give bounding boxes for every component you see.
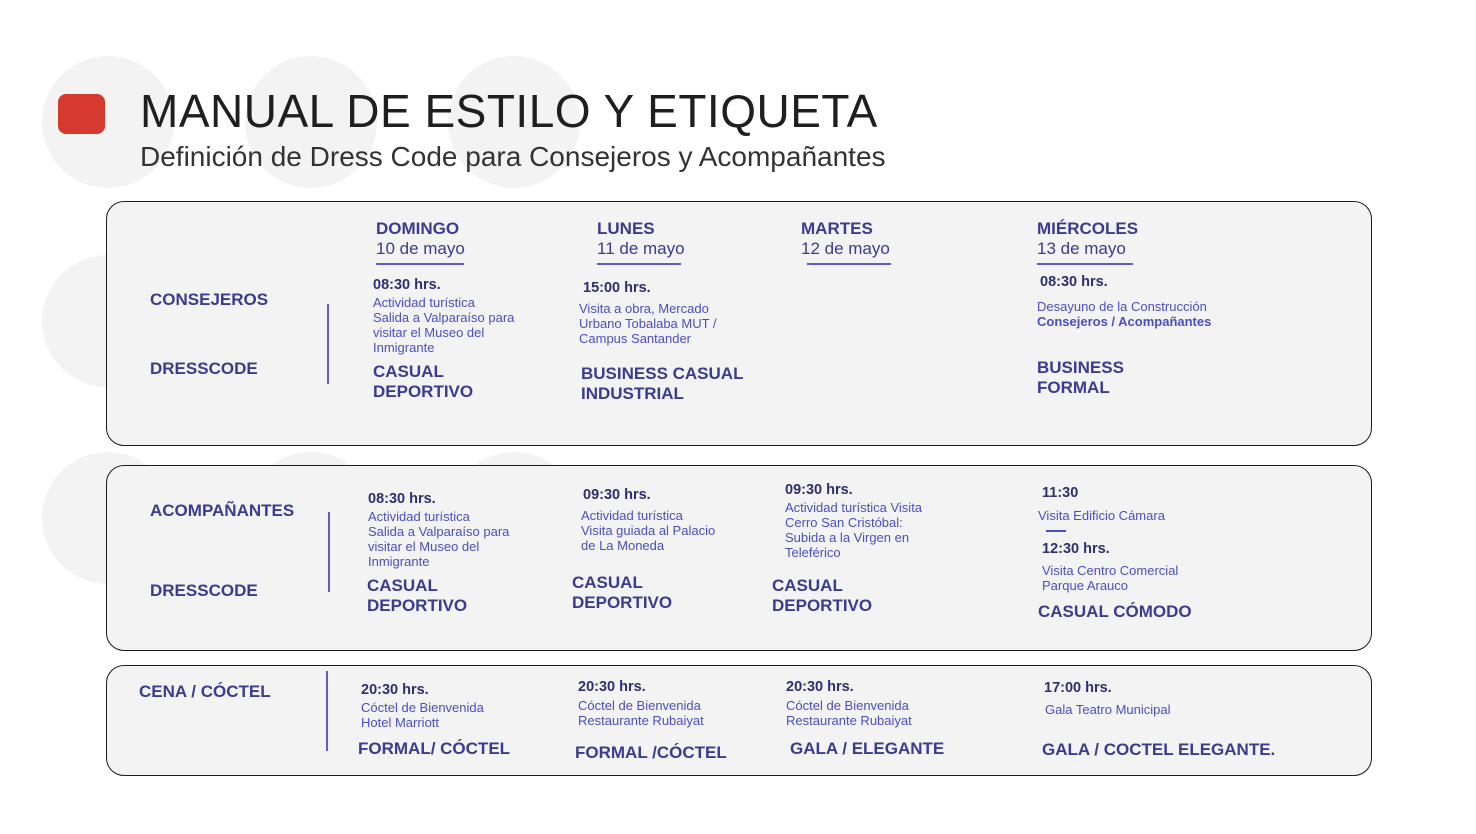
event-description: Cóctel de Bienvenida Restaurante Rubaiyat — [578, 698, 704, 728]
event-time: 20:30 hrs. — [361, 682, 429, 698]
event-description: Cóctel de Bienvenida Restaurante Rubaiyat — [786, 698, 912, 728]
event-time: 12:30 hrs. — [1042, 541, 1110, 557]
page-title: MANUAL DE ESTILO Y ETIQUETA — [140, 85, 878, 137]
event-description: Actividad turística Visita Cerro San Cristóbal: Subida a la Virgen en Teleférico — [785, 500, 923, 560]
dresscode-value: CASUAL CÓMODO — [1038, 602, 1192, 621]
row-label-dresscode: DRESSCODE — [150, 359, 258, 378]
event-description: Actividad turística Visita guiada al Palacio de La Moneda — [581, 508, 716, 553]
day-underline — [597, 263, 681, 265]
row-label-consejeros: CONSEJEROS — [150, 290, 269, 309]
dresscode-value: GALA / ELEGANTE — [790, 739, 945, 758]
event-time: 09:30 hrs. — [583, 487, 651, 503]
event-time: 08:30 hrs. — [1040, 274, 1108, 290]
dresscode-value: FORMAL /CÓCTEL — [575, 743, 727, 762]
separator-dash — [1046, 530, 1066, 532]
day-date-lunes: 11 de mayo — [597, 239, 685, 258]
event-time: 09:30 hrs. — [785, 482, 853, 498]
dresscode-value: GALA / COCTEL ELEGANTE. — [1042, 740, 1276, 759]
dresscode-value: CASUAL DEPORTIVO — [367, 576, 468, 615]
event-description: Desayuno de la Construcción — [1037, 299, 1207, 314]
dresscode-value: BUSINESS FORMAL — [1037, 358, 1124, 397]
row-label-cena-coctel: CENA / CÓCTEL — [139, 682, 271, 701]
row-label-acompanantes: ACOMPAÑANTES — [150, 501, 295, 520]
day-name-martes: MARTES — [801, 219, 873, 238]
event-time: 17:00 hrs. — [1044, 680, 1112, 696]
consejeros-panel — [106, 201, 1372, 446]
event-description: Cóctel de Bienvenida Hotel Marriott — [361, 700, 484, 730]
logo-square — [58, 94, 105, 134]
divider-line — [327, 304, 329, 384]
day-date-martes: 12 de mayo — [801, 239, 890, 258]
day-name-domingo: DOMINGO — [376, 219, 460, 238]
day-date-miercoles: 13 de mayo — [1037, 239, 1126, 258]
day-name-lunes: LUNES — [597, 219, 655, 238]
dresscode-value: CASUAL DEPORTIVO — [772, 576, 873, 615]
event-time: 08:30 hrs. — [368, 491, 436, 507]
divider-line — [326, 671, 328, 751]
row-label-dresscode: DRESSCODE — [150, 581, 258, 600]
day-name-miercoles: MIÉRCOLES — [1037, 219, 1139, 238]
day-date-domingo: 10 de mayo — [376, 239, 465, 258]
dresscode-value: BUSINESS CASUAL INDUSTRIAL — [581, 364, 744, 403]
event-attendees: Consejeros / Acompañantes — [1037, 314, 1212, 329]
event-description: Visita Edificio Cámara — [1038, 508, 1165, 523]
day-underline — [807, 263, 891, 265]
event-time: 15:00 hrs. — [583, 280, 651, 296]
event-time: 20:30 hrs. — [786, 679, 854, 695]
day-underline — [376, 263, 464, 265]
event-description: Gala Teatro Municipal — [1045, 702, 1171, 717]
dresscode-value: FORMAL/ CÓCTEL — [358, 739, 511, 758]
acompanantes-panel — [106, 465, 1372, 651]
event-time: 08:30 hrs. — [373, 277, 441, 293]
event-description: Actividad turística Salida a Valparaíso para visitar el Museo del Inmigrante — [373, 295, 515, 355]
event-description: Visita a obra, Mercado Urbano Tobalaba MUT / Campus Santander — [579, 301, 717, 346]
event-description: Visita Centro Comercial Parque Arauco — [1042, 563, 1179, 593]
page-subtitle: Definición de Dress Code para Consejeros y Acompañantes — [140, 141, 886, 172]
cena-coctel-panel — [106, 665, 1372, 776]
day-underline — [1037, 263, 1133, 265]
divider-line — [328, 512, 330, 592]
dresscode-value: CASUAL DEPORTIVO — [572, 573, 673, 612]
event-time: 20:30 hrs. — [578, 679, 646, 695]
event-time: 11:30 — [1042, 485, 1079, 501]
dresscode-value: CASUAL DEPORTIVO — [373, 362, 474, 401]
event-description: Actividad turística Salida a Valparaíso para visitar el Museo del Inmigrante — [368, 509, 510, 569]
